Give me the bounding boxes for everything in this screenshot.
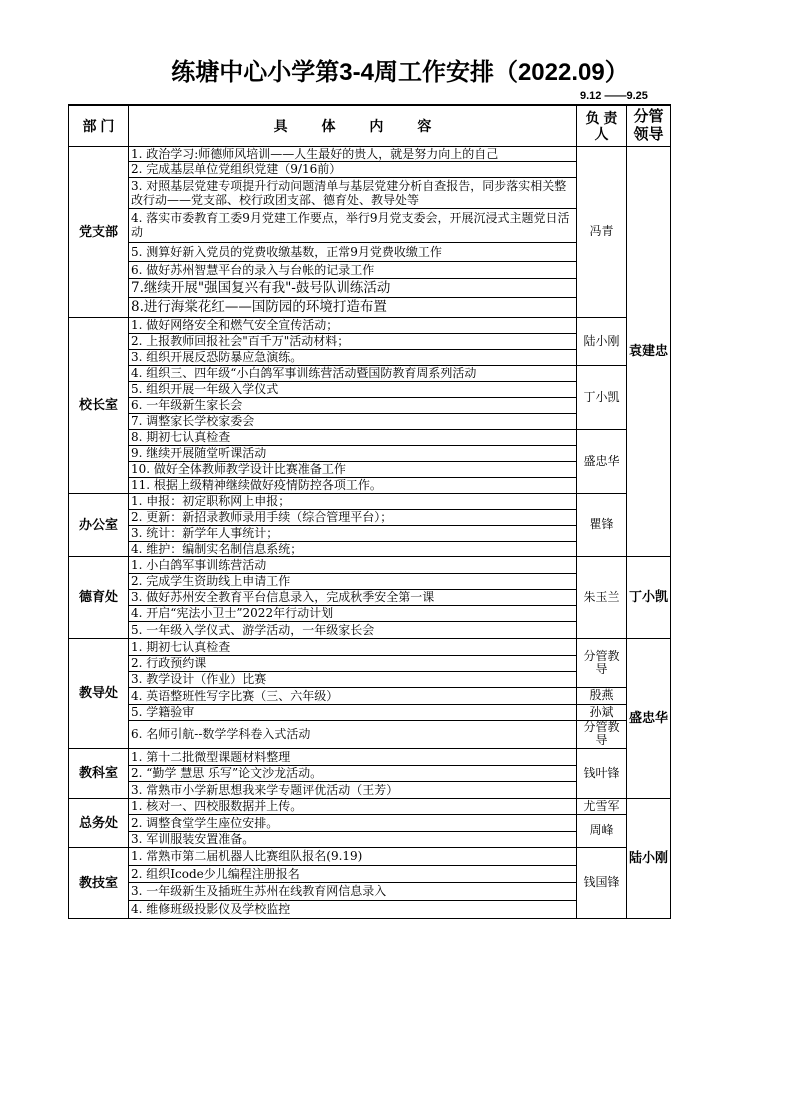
schedule-body bbox=[69, 146, 671, 918]
schedule-table bbox=[68, 104, 671, 919]
task-item: 3. 对照基层党建专项提升行动问题清单与基层党建分析自查报告，同步落实相关整改行动——党支部、校行政团支部、德育处、教导处等 bbox=[129, 177, 577, 208]
task-item: 8.进行海棠花红——国防园的环境打造布置 bbox=[129, 297, 577, 317]
task-item: 2. 完成基层单位党组织党建（9/16前） bbox=[129, 161, 577, 177]
header-content: 具 体 内 容 bbox=[129, 105, 577, 146]
header-department: 部 门 bbox=[69, 105, 129, 146]
task-item: 1. 小白鸽军事训练营活动 bbox=[129, 556, 577, 573]
task-item: 3. 常熟市小学新思想我来学专题评优活动（王芳） bbox=[129, 781, 577, 798]
owner-cell: 孙斌 bbox=[577, 704, 627, 720]
task-item: 1. 核对一、四校服数据并上传。 bbox=[129, 798, 577, 814]
table-row bbox=[69, 638, 671, 655]
task-item: 3. 一年级新生及插班生苏州在线教育网信息录入 bbox=[129, 882, 577, 900]
department-cell: 办公室 bbox=[69, 493, 129, 556]
task-item: 5. 学籍验审 bbox=[129, 704, 577, 720]
task-item: 4. 维修班级投影仪及学校监控 bbox=[129, 900, 577, 918]
task-item: 4. 落实市委教育工委9月党建工作要点，举行9月党支委会，开展沉浸式主题党日活动 bbox=[129, 208, 577, 242]
task-item: 3. 做好苏州安全教育平台信息录入，完成秋季安全第一课 bbox=[129, 589, 577, 605]
task-item: 11. 根据上级精神继续做好疫情防控各项工作。 bbox=[129, 477, 577, 493]
task-item: 10. 做好全体教师教学设计比赛准备工作 bbox=[129, 461, 577, 477]
task-item: 2. “勤学 慧思 乐写”论文沙龙活动。 bbox=[129, 765, 577, 781]
task-item: 4. 维护：编制实名制信息系统； bbox=[129, 541, 577, 556]
table-row bbox=[69, 556, 671, 573]
task-item: 6. 做好苏州智慧平台的录入与台帐的记录工作 bbox=[129, 261, 577, 278]
header-owner: 负 责 人 bbox=[577, 105, 627, 146]
task-item: 1. 政治学习:师德师风培训——人生最好的贵人，就是努力向上的自己 bbox=[129, 146, 577, 161]
owner-cell: 钱叶锋 bbox=[577, 748, 627, 798]
task-item: 1. 做好网络安全和燃气安全宣传活动； bbox=[129, 317, 577, 333]
task-item: 4. 组织三、四年级“小白鸽军事训练营活动暨国防教育周系列活动 bbox=[129, 365, 577, 381]
owner-cell: 丁小凯 bbox=[577, 365, 627, 429]
task-item: 2. 完成学生资助线上申请工作 bbox=[129, 573, 577, 589]
owner-cell: 钱国锋 bbox=[577, 847, 627, 918]
owner-cell: 陆小刚 bbox=[577, 317, 627, 365]
table-row bbox=[69, 814, 671, 831]
task-item: 5. 测算好新入党员的党费收缴基数，正常9月党费收缴工作 bbox=[129, 242, 577, 261]
task-item: 1. 申报：初定职称网上申报； bbox=[129, 493, 577, 509]
page-title: 练塘中心小学第3-4周工作安排（2022.09） bbox=[171, 59, 629, 86]
owner-cell: 分管教导 bbox=[577, 720, 627, 748]
task-item: 6. 一年级新生家长会 bbox=[129, 397, 577, 413]
task-item: 9. 继续开展随堂听课活动 bbox=[129, 445, 577, 461]
department-cell: 德育处 bbox=[69, 556, 129, 638]
table-row bbox=[69, 146, 671, 161]
leader-cell: 丁小凯 bbox=[627, 556, 671, 638]
owner-cell: 朱玉兰 bbox=[577, 556, 627, 638]
task-item: 6. 名师引航--数学学科卷入式活动 bbox=[129, 720, 577, 748]
table-row bbox=[69, 720, 671, 748]
task-item: 5. 组织开展一年级入学仪式 bbox=[129, 381, 577, 397]
owner-cell: 周峰 bbox=[577, 814, 627, 847]
owner-cell: 盛忠华 bbox=[577, 429, 627, 493]
department-cell: 党支部 bbox=[69, 146, 129, 317]
task-item: 4. 英语整班性写字比赛（三、六年级） bbox=[129, 687, 577, 704]
owner-cell: 分管教导 bbox=[577, 638, 627, 687]
table-row bbox=[69, 847, 671, 865]
header-row bbox=[69, 105, 671, 146]
task-item: 2. 上报教师回报社会"百千万"活动材料； bbox=[129, 333, 577, 349]
owner-cell: 殷燕 bbox=[577, 687, 627, 704]
table-row bbox=[69, 798, 671, 814]
table-row bbox=[69, 429, 671, 445]
task-item: 3. 统计：新学年人事统计； bbox=[129, 525, 577, 541]
task-item: 3. 军训服装安置准备。 bbox=[129, 831, 577, 847]
task-item: 2. 组织Icode少儿编程注册报名 bbox=[129, 865, 577, 882]
leader-cell: 陆小刚 bbox=[627, 798, 671, 918]
leader-cell: 盛忠华 bbox=[627, 638, 671, 798]
task-item: 2. 行政预约课 bbox=[129, 655, 577, 671]
department-cell: 校长室 bbox=[69, 317, 129, 493]
task-item: 1. 常熟市第二届机器人比赛组队报名(9.19) bbox=[129, 847, 577, 865]
task-item: 1. 第十二批微型课题材料整理 bbox=[129, 748, 577, 765]
owner-cell: 尤雪军 bbox=[577, 798, 627, 814]
table-row bbox=[69, 317, 671, 333]
owner-cell: 冯青 bbox=[577, 146, 627, 317]
table-row bbox=[69, 748, 671, 765]
department-cell: 教技室 bbox=[69, 847, 129, 918]
header-leader: 分管领导 bbox=[627, 105, 671, 146]
task-item: 7.继续开展"强国复兴有我"-鼓号队训练活动 bbox=[129, 278, 577, 297]
department-cell: 总务处 bbox=[69, 798, 129, 847]
task-item: 7. 调整家长学校家委会 bbox=[129, 413, 577, 429]
leader-cell: 袁建忠 bbox=[627, 146, 671, 556]
department-cell: 教科室 bbox=[69, 748, 129, 798]
task-item: 3. 教学设计（作业）比赛 bbox=[129, 671, 577, 687]
table-row bbox=[69, 687, 671, 704]
owner-cell: 瞿锋 bbox=[577, 493, 627, 556]
table-row bbox=[69, 493, 671, 509]
task-item: 1. 期初七认真检查 bbox=[129, 638, 577, 655]
task-item: 4. 开启“宪法小卫士”2022年行动计划 bbox=[129, 605, 577, 621]
task-item: 2. 调整食堂学生座位安排。 bbox=[129, 814, 577, 831]
table-row bbox=[69, 365, 671, 381]
table-row bbox=[69, 704, 671, 720]
department-cell: 教导处 bbox=[69, 638, 129, 748]
task-item: 2. 更新：新招录教师录用手续（综合管理平台）； bbox=[129, 509, 577, 525]
date-range: 9.12 ——9.25 bbox=[580, 90, 648, 102]
task-item: 8. 期初七认真检查 bbox=[129, 429, 577, 445]
task-item: 5. 一年级入学仪式、游学活动，一年级家长会 bbox=[129, 621, 577, 638]
task-item: 3. 组织开展反恐防暴应急演练。 bbox=[129, 349, 577, 365]
